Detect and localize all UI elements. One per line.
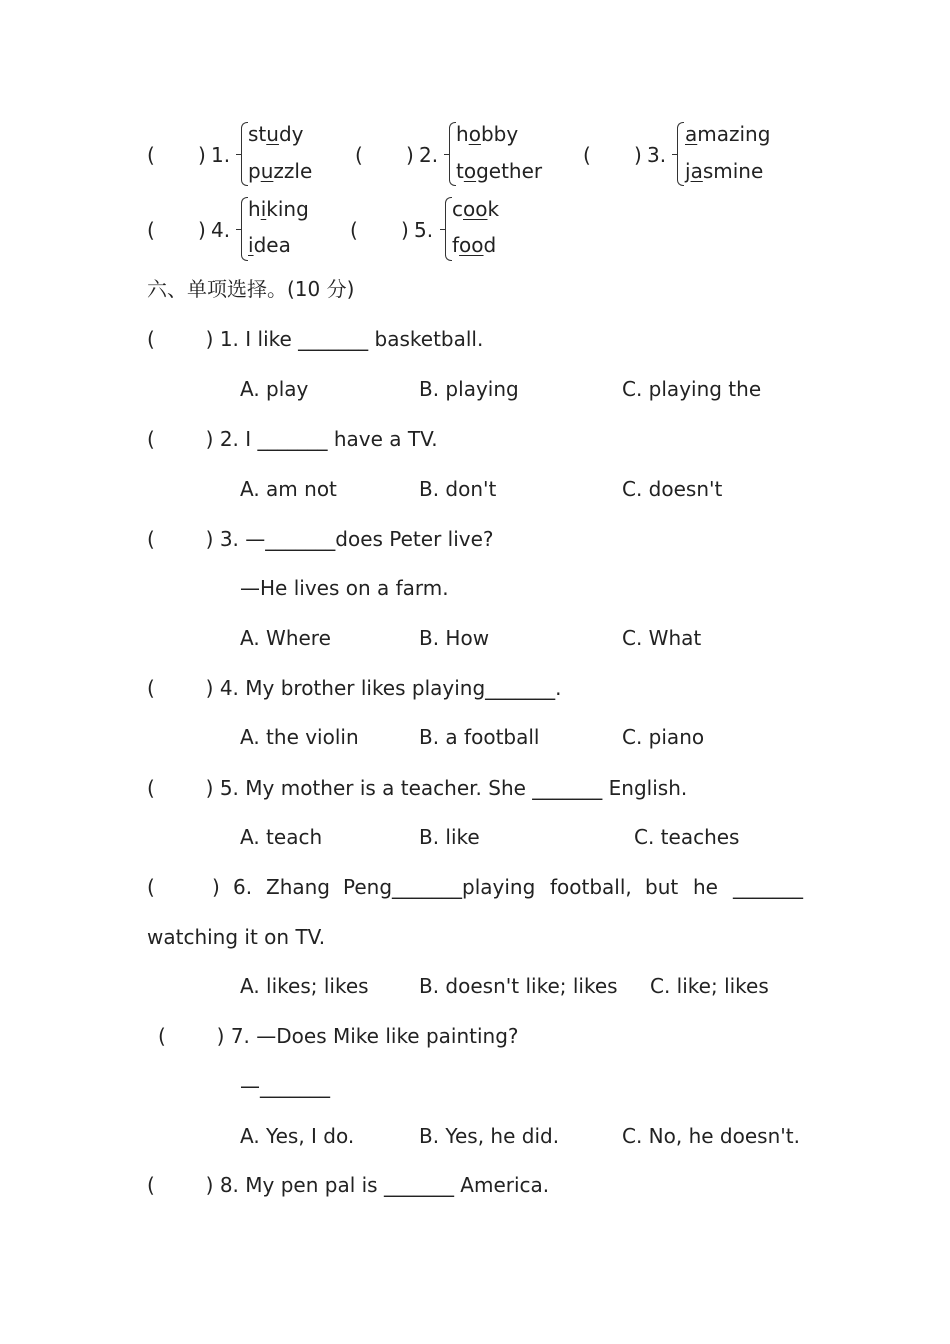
option-a[interactable]: A. play [240, 377, 309, 401]
question-stem: ( ) 7. —Does Mike like painting? [158, 1024, 519, 1048]
question-stem: ( ) 8. My pen pal is _______ America. [147, 1173, 550, 1197]
option-c[interactable]: C. doesn't [622, 477, 723, 501]
item-number: 3. [647, 143, 667, 167]
brace-icon [677, 122, 684, 186]
answer-paren-close: ) [198, 143, 206, 167]
dialogue-line: —_______ [240, 1074, 330, 1098]
option-a[interactable]: A. the violin [240, 725, 359, 749]
answer-paren-open[interactable]: ( [355, 143, 363, 167]
item-number: 5. [414, 218, 434, 242]
answer-paren-open[interactable]: ( [147, 218, 155, 242]
brace-icon [241, 197, 248, 261]
answer-paren-close: ) [401, 218, 409, 242]
answer-paren-open[interactable]: ( [350, 218, 358, 242]
word-bottom: jasmine [685, 159, 764, 183]
option-c[interactable]: C. playing the [622, 377, 762, 401]
option-a[interactable]: A. Where [240, 626, 331, 650]
option-a[interactable]: A. teach [240, 825, 323, 849]
stem-word: he [693, 875, 718, 899]
option-b[interactable]: B. Yes, he did. [419, 1124, 560, 1148]
question-stem: ( ) 1. I like _______ basketball. [147, 327, 484, 351]
item-number: 2. [419, 143, 439, 167]
answer-paren-open[interactable]: ( [147, 143, 155, 167]
item-number: 4. [211, 218, 231, 242]
word-bottom: food [452, 233, 497, 257]
answer-paren-open[interactable]: ( [583, 143, 591, 167]
word-top: hiking [248, 197, 309, 221]
option-a[interactable]: A. likes; likes [240, 974, 369, 998]
question-stem: ( ) 2. I _______ have a TV. [147, 427, 438, 451]
answer-paren-open[interactable]: ( [147, 875, 155, 899]
brace-icon [241, 122, 248, 186]
section-title: 六、单项选择。(10 分) [147, 277, 355, 301]
dialogue-line: —He lives on a farm. [240, 576, 449, 600]
answer-paren-close: ) [198, 218, 206, 242]
option-b[interactable]: B. How [419, 626, 490, 650]
item-number: 6. [233, 875, 253, 899]
word-top: study [248, 122, 304, 146]
option-c[interactable]: C. like; likes [650, 974, 769, 998]
item-number: 1. [211, 143, 231, 167]
stem-word: _______ [733, 875, 803, 899]
brace-icon [445, 197, 452, 261]
option-c[interactable]: C. teaches [634, 825, 740, 849]
option-b[interactable]: B. doesn't like; likes [419, 974, 618, 998]
answer-paren-close: ) [406, 143, 414, 167]
option-a[interactable]: A. Yes, I do. [240, 1124, 355, 1148]
stem-word: football, [550, 875, 632, 899]
option-a[interactable]: A. am not [240, 477, 337, 501]
option-b[interactable]: B. like [419, 825, 480, 849]
stem-word: Peng_______playing [343, 875, 536, 899]
word-top: amazing [685, 122, 771, 146]
question-stem: ( ) 5. My mother is a teacher. She _______ English. [147, 776, 688, 800]
question-stem-continued: watching it on TV. [147, 925, 326, 949]
word-top: hobby [456, 122, 519, 146]
option-c[interactable]: C. piano [622, 725, 705, 749]
brace-icon [449, 122, 456, 186]
word-top: cook [452, 197, 500, 221]
option-c[interactable]: C. No, he doesn't. [622, 1124, 800, 1148]
word-bottom: idea [248, 233, 291, 257]
word-bottom: together [456, 159, 543, 183]
stem-word: but [645, 875, 679, 899]
option-b[interactable]: B. don't [419, 477, 497, 501]
option-b[interactable]: B. a football [419, 725, 540, 749]
word-bottom: puzzle [248, 159, 313, 183]
question-stem: ( ) 4. My brother likes playing_______. [147, 676, 562, 700]
answer-paren-close: ) [212, 875, 220, 899]
stem-word: Zhang [266, 875, 331, 899]
question-stem: ( ) 3. —_______does Peter live? [147, 527, 494, 551]
option-b[interactable]: B. playing [419, 377, 519, 401]
option-c[interactable]: C. What [622, 626, 702, 650]
answer-paren-close: ) [634, 143, 642, 167]
